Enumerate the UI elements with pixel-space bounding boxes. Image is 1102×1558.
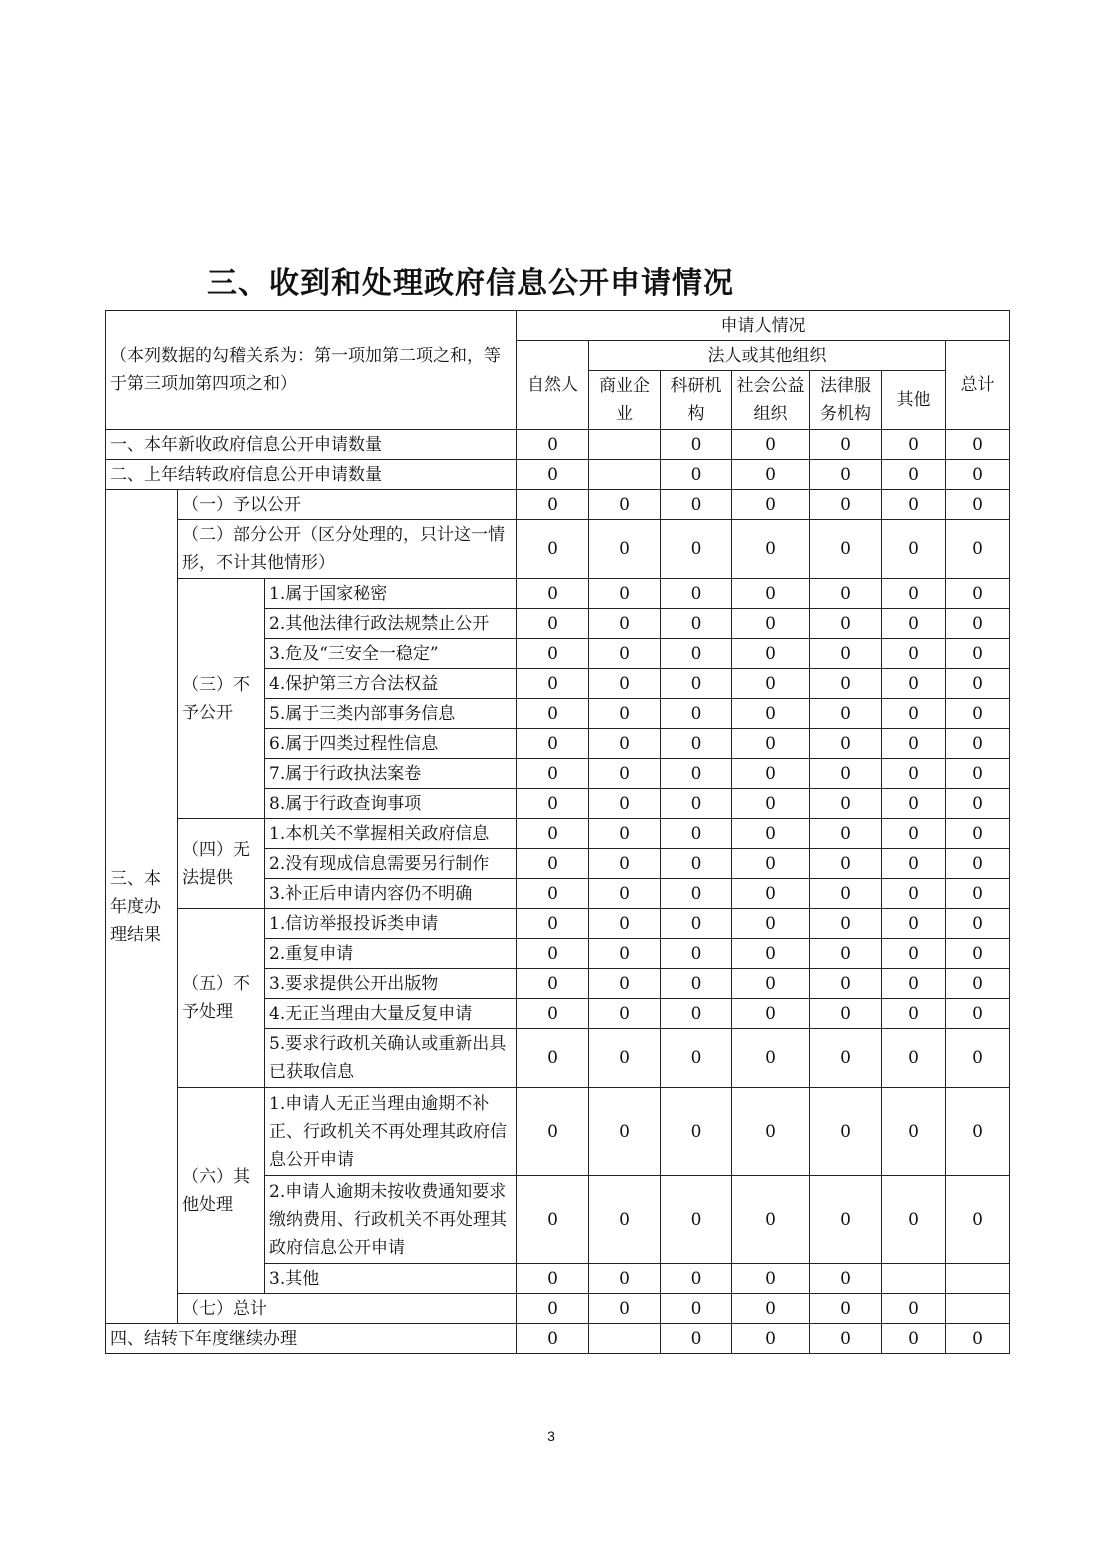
row-label: 6.属于四类过程性信息 [265, 729, 517, 759]
value-cell: 0 [946, 1176, 1010, 1264]
value-cell: 0 [589, 520, 661, 579]
value-cell: 0 [732, 430, 810, 460]
value-cell: 0 [589, 789, 661, 819]
value-cell: 0 [946, 819, 1010, 849]
value-cell: 0 [517, 579, 589, 609]
value-cell: 0 [810, 669, 882, 699]
value-cell: 0 [732, 939, 810, 969]
value-cell: 0 [882, 789, 946, 819]
value-cell: 0 [882, 669, 946, 699]
value-cell: 0 [882, 909, 946, 939]
value-cell: 0 [946, 909, 1010, 939]
value-cell: 0 [661, 460, 732, 490]
table-note: （本列数据的勾稽关系为：第一项加第二项之和，等于第三项加第四项之和） [106, 311, 517, 430]
row-label: 8.属于行政查询事项 [265, 789, 517, 819]
table-row [106, 490, 1010, 520]
value-cell: 0 [661, 430, 732, 460]
value-cell: 0 [661, 699, 732, 729]
row-label: 1.属于国家秘密 [265, 579, 517, 609]
value-cell [946, 1294, 1010, 1324]
value-cell [589, 430, 661, 460]
table-row [106, 460, 1010, 490]
row-label: 4.无正当理由大量反复申请 [265, 999, 517, 1029]
value-cell: 0 [882, 939, 946, 969]
value-cell: 0 [732, 579, 810, 609]
value-cell: 0 [946, 789, 1010, 819]
value-cell: 0 [732, 729, 810, 759]
other-header: 其他 [882, 371, 946, 430]
value-cell: 0 [946, 939, 1010, 969]
value-cell: 0 [946, 520, 1010, 579]
value-cell: 0 [732, 1176, 810, 1264]
value-cell: 0 [661, 1264, 732, 1294]
row-label: 2.重复申请 [265, 939, 517, 969]
value-cell: 0 [732, 1029, 810, 1088]
table-row [106, 909, 1010, 939]
value-cell: 0 [882, 490, 946, 520]
value-cell: 0 [732, 1294, 810, 1324]
row-label: 1.本机关不掌握相关政府信息 [265, 819, 517, 849]
table-row [106, 520, 1010, 579]
value-cell: 0 [589, 1088, 661, 1176]
value-cell: 0 [810, 819, 882, 849]
value-cell: 0 [946, 969, 1010, 999]
value-cell: 0 [810, 609, 882, 639]
value-cell: 0 [882, 759, 946, 789]
value-cell: 0 [882, 969, 946, 999]
value-cell: 0 [661, 819, 732, 849]
value-cell: 0 [732, 1088, 810, 1176]
value-cell [882, 1264, 946, 1294]
value-cell: 0 [946, 849, 1010, 879]
legal-service-header: 法律服务机构 [810, 371, 882, 430]
row-label: 2.申请人逾期未按收费通知要求缴纳费用、行政机关不再处理其政府信息公开申请 [265, 1176, 517, 1264]
value-cell: 0 [732, 819, 810, 849]
value-cell: 0 [882, 609, 946, 639]
natural-person-header: 自然人 [517, 341, 589, 430]
value-cell: 0 [810, 699, 882, 729]
value-cell: 0 [589, 699, 661, 729]
row-label: 2.没有现成信息需要另行制作 [265, 849, 517, 879]
value-cell: 0 [882, 699, 946, 729]
value-cell: 0 [661, 939, 732, 969]
value-cell: 0 [661, 1324, 732, 1354]
section3-label: 三、本年度办理结果 [106, 490, 178, 1324]
value-cell: 0 [810, 1029, 882, 1088]
value-cell: 0 [589, 969, 661, 999]
value-cell: 0 [517, 1088, 589, 1176]
value-cell: 0 [589, 1176, 661, 1264]
value-cell: 0 [882, 579, 946, 609]
value-cell: 0 [810, 789, 882, 819]
value-cell: 0 [661, 669, 732, 699]
row-label: 1.信访举报投诉类申请 [265, 909, 517, 939]
value-cell: 0 [589, 639, 661, 669]
value-cell: 0 [517, 639, 589, 669]
value-cell: 0 [946, 430, 1010, 460]
application-table [105, 310, 1010, 1354]
value-cell: 0 [517, 729, 589, 759]
value-cell: 0 [589, 849, 661, 879]
value-cell: 0 [946, 639, 1010, 669]
value-cell: 0 [732, 909, 810, 939]
value-cell: 0 [517, 1324, 589, 1354]
value-cell: 0 [882, 1324, 946, 1354]
value-cell: 0 [946, 1324, 1010, 1354]
value-cell: 0 [810, 1264, 882, 1294]
value-cell: 0 [882, 1176, 946, 1264]
commercial-header: 商业企业 [589, 371, 661, 430]
page-number: 3 [547, 1428, 555, 1444]
table-row [106, 430, 1010, 460]
value-cell: 0 [661, 1176, 732, 1264]
value-cell: 0 [810, 939, 882, 969]
value-cell: 0 [517, 909, 589, 939]
group-other-processing: （六）其他处理 [178, 1088, 265, 1294]
legal-group-header: 法人或其他组织 [589, 341, 946, 371]
row-label: 3.补正后申请内容仍不明确 [265, 879, 517, 909]
value-cell: 0 [946, 579, 1010, 609]
value-cell: 0 [946, 669, 1010, 699]
value-cell: 0 [589, 879, 661, 909]
value-cell: 0 [517, 669, 589, 699]
group-cannot-provide: （四）无法提供 [178, 819, 265, 909]
value-cell: 0 [589, 759, 661, 789]
value-cell: 0 [661, 759, 732, 789]
value-cell: 0 [882, 879, 946, 909]
value-cell: 0 [946, 460, 1010, 490]
value-cell: 0 [810, 1176, 882, 1264]
value-cell: 0 [517, 999, 589, 1029]
row-label: 一、本年新收政府信息公开申请数量 [106, 430, 517, 460]
row-label: 二、上年结转政府信息公开申请数量 [106, 460, 517, 490]
value-cell: 0 [661, 609, 732, 639]
value-cell: 0 [946, 1088, 1010, 1176]
value-cell: 0 [732, 789, 810, 819]
value-cell: 0 [882, 819, 946, 849]
table-row [106, 1324, 1010, 1354]
value-cell: 0 [517, 759, 589, 789]
value-cell: 0 [661, 729, 732, 759]
value-cell: 0 [517, 819, 589, 849]
value-cell: 0 [810, 849, 882, 879]
research-header: 科研机构 [661, 371, 732, 430]
value-cell: 0 [810, 909, 882, 939]
value-cell: 0 [810, 460, 882, 490]
value-cell: 0 [732, 490, 810, 520]
value-cell: 0 [882, 1029, 946, 1088]
value-cell: 0 [517, 430, 589, 460]
value-cell: 0 [882, 1088, 946, 1176]
value-cell: 0 [810, 430, 882, 460]
value-cell: 0 [517, 969, 589, 999]
value-cell: 0 [882, 430, 946, 460]
value-cell: 0 [810, 879, 882, 909]
value-cell: 0 [882, 999, 946, 1029]
value-cell: 0 [946, 490, 1010, 520]
value-cell: 0 [517, 939, 589, 969]
row-label: 3.其他 [265, 1264, 517, 1294]
value-cell [946, 1264, 1010, 1294]
total-header: 总计 [946, 341, 1010, 430]
value-cell: 0 [589, 579, 661, 609]
value-cell: 0 [732, 879, 810, 909]
value-cell: 0 [661, 1088, 732, 1176]
value-cell: 0 [589, 669, 661, 699]
value-cell: 0 [517, 849, 589, 879]
value-cell: 0 [589, 1264, 661, 1294]
value-cell: 0 [517, 789, 589, 819]
value-cell: 0 [589, 999, 661, 1029]
value-cell: 0 [661, 1029, 732, 1088]
value-cell: 0 [946, 1029, 1010, 1088]
value-cell: 0 [589, 909, 661, 939]
value-cell [589, 460, 661, 490]
value-cell: 0 [661, 999, 732, 1029]
value-cell: 0 [732, 460, 810, 490]
value-cell: 0 [732, 849, 810, 879]
value-cell: 0 [882, 729, 946, 759]
value-cell: 0 [661, 909, 732, 939]
value-cell: 0 [661, 490, 732, 520]
value-cell: 0 [517, 490, 589, 520]
value-cell: 0 [589, 1029, 661, 1088]
value-cell: 0 [732, 520, 810, 579]
value-cell: 0 [661, 849, 732, 879]
value-cell: 0 [810, 1324, 882, 1354]
row-label: 3.危及“三安全一稳定” [265, 639, 517, 669]
value-cell: 0 [946, 999, 1010, 1029]
value-cell: 0 [517, 460, 589, 490]
value-cell: 0 [946, 609, 1010, 639]
value-cell: 0 [517, 879, 589, 909]
value-cell: 0 [661, 639, 732, 669]
value-cell: 0 [732, 639, 810, 669]
value-cell: 0 [882, 520, 946, 579]
value-cell: 0 [732, 669, 810, 699]
value-cell: 0 [810, 759, 882, 789]
value-cell: 0 [810, 999, 882, 1029]
value-cell: 0 [732, 1324, 810, 1354]
value-cell: 0 [589, 1294, 661, 1324]
table-row [106, 579, 1010, 609]
row-label: 2.其他法律行政法规禁止公开 [265, 609, 517, 639]
value-cell: 0 [517, 699, 589, 729]
value-cell: 0 [810, 520, 882, 579]
value-cell: 0 [810, 1088, 882, 1176]
value-cell: 0 [810, 639, 882, 669]
value-cell: 0 [810, 579, 882, 609]
value-cell: 0 [661, 969, 732, 999]
value-cell: 0 [946, 729, 1010, 759]
group-not-disclosed: （三）不予公开 [178, 579, 265, 819]
value-cell: 0 [517, 1294, 589, 1324]
row-label: 5.要求行政机关确认或重新出具已获取信息 [265, 1029, 517, 1088]
group-not-processed: （五）不予处理 [178, 909, 265, 1088]
table-row [106, 1294, 1010, 1324]
value-cell: 0 [732, 699, 810, 729]
row-label: 3.要求提供公开出版物 [265, 969, 517, 999]
row-label: 四、结转下年度继续办理 [106, 1324, 517, 1354]
value-cell: 0 [732, 969, 810, 999]
value-cell: 0 [882, 639, 946, 669]
row-label: （七）总计 [178, 1294, 517, 1324]
value-cell: 0 [882, 1294, 946, 1324]
value-cell: 0 [589, 729, 661, 759]
value-cell: 0 [589, 939, 661, 969]
value-cell: 0 [589, 609, 661, 639]
row-label: 4.保护第三方合法权益 [265, 669, 517, 699]
value-cell: 0 [946, 879, 1010, 909]
value-cell: 0 [589, 490, 661, 520]
value-cell: 0 [517, 1029, 589, 1088]
value-cell: 0 [517, 609, 589, 639]
table-row [106, 1088, 1010, 1176]
value-cell: 0 [946, 699, 1010, 729]
value-cell: 0 [882, 849, 946, 879]
value-cell: 0 [661, 789, 732, 819]
row-label: （二）部分公开（区分处理的，只计这一情形，不计其他情形） [178, 520, 517, 579]
value-cell: 0 [661, 1294, 732, 1324]
row-label: 7.属于行政执法案卷 [265, 759, 517, 789]
value-cell: 0 [732, 1264, 810, 1294]
value-cell: 0 [661, 879, 732, 909]
value-cell: 0 [589, 819, 661, 849]
value-cell: 0 [810, 729, 882, 759]
social-welfare-header: 社会公益组织 [732, 371, 810, 430]
value-cell: 0 [661, 579, 732, 609]
value-cell: 0 [517, 1176, 589, 1264]
table-row [106, 819, 1010, 849]
applicant-situation-header: 申请人情况 [517, 311, 1010, 341]
value-cell: 0 [517, 1264, 589, 1294]
page-title: 三、收到和处理政府信息公开申请情况 [207, 266, 734, 301]
value-cell: 0 [946, 759, 1010, 789]
value-cell: 0 [732, 609, 810, 639]
row-label: 5.属于三类内部事务信息 [265, 699, 517, 729]
value-cell: 0 [732, 999, 810, 1029]
value-cell [589, 1324, 661, 1354]
value-cell: 0 [810, 969, 882, 999]
row-label: 1.申请人无正当理由逾期不补正、行政机关不再处理其政府信息公开申请 [265, 1088, 517, 1176]
value-cell: 0 [732, 759, 810, 789]
value-cell: 0 [517, 520, 589, 579]
value-cell: 0 [661, 520, 732, 579]
row-label: （一）予以公开 [178, 490, 517, 520]
value-cell: 0 [810, 1294, 882, 1324]
value-cell: 0 [810, 490, 882, 520]
value-cell: 0 [882, 460, 946, 490]
